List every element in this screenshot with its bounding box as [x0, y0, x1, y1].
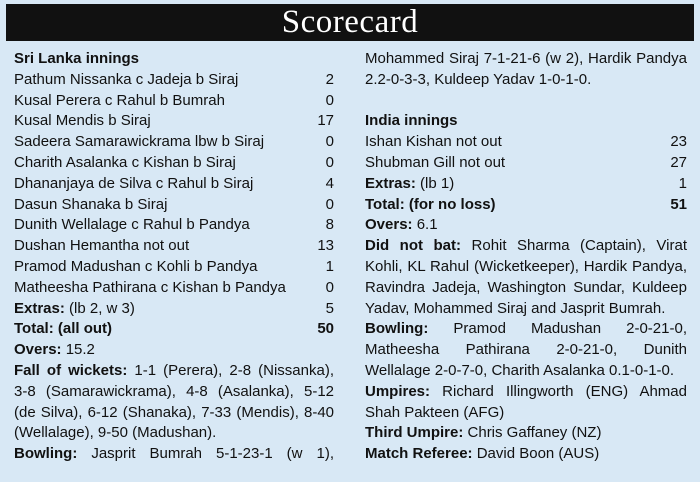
sri-lanka-batting-list — [14, 70, 334, 299]
sri-lanka-fall-of-wickets — [14, 361, 334, 444]
batting-row — [14, 236, 334, 257]
extras-value: 1 — [678, 174, 687, 192]
batter-runs: 0 — [325, 278, 334, 296]
extras-label: Extras: — [365, 174, 416, 192]
india-batting-list — [365, 132, 687, 174]
bowling-text: Pramod Madushan 2-0-21-0, Matheesha Pathirana 2-0-21-0, Dunith Wellalage 2-0-7-0, Charith Asalanka 0.1-0-1-0. — [365, 320, 687, 379]
batter-dismissal: Pathum Nissanka c Jadeja b Siraj — [14, 70, 239, 88]
extras-label: Extras: — [14, 299, 65, 317]
batter-runs: 23 — [670, 133, 687, 151]
batter-runs: 4 — [325, 174, 334, 192]
batting-row — [14, 174, 334, 195]
bowling-first-line: Jasprit Bumrah 5-1-23-1 (w 1), — [91, 445, 335, 463]
fow-text: 1-1 (Perera), 2-8 (Nissanka), 3-8 (Samarawickrama), 4-8 (Asalanka), 5-12 (de Silva), 6-12 (Shanaka), 7-33 (Mendis), 8-40 (Wellalage), 9-50 (Madushan). — [14, 361, 334, 442]
sri-lanka-bowling-continued: Mohammed Siraj 7-1-21-6 (w 2), Hardik Pandya 2.2-0-3-3, Kuldeep Yadav 1-0-1-0. — [365, 50, 687, 88]
total-label: Total: (for no loss) — [365, 195, 496, 213]
batter-runs: 0 — [325, 153, 334, 171]
third-umpire-text: Chris Gaffaney (NZ) — [467, 424, 602, 442]
india-total-row — [365, 195, 687, 216]
batter-dismissal: Dushan Hemantha not out — [14, 237, 190, 255]
batting-row — [365, 153, 687, 174]
sri-lanka-heading: Sri Lanka innings — [14, 50, 140, 67]
batting-row — [14, 111, 334, 132]
overs-value: 6.1 — [416, 216, 438, 234]
india-overs-row — [365, 215, 687, 236]
batter-dismissal: Dhananjaya de Silva c Rahul b Siraj — [14, 174, 254, 192]
total-value: 51 — [670, 195, 687, 213]
overs-value: 15.2 — [65, 341, 95, 359]
sri-lanka-bowling-line — [14, 444, 334, 465]
umpires-text: Richard Illingworth (ENG) Ahmad Shah Pakteen (AFG) — [365, 382, 687, 421]
match-referee — [365, 444, 687, 465]
referee-text: David Boon (AUS) — [476, 445, 600, 463]
batter-dismissal: Matheesha Pathirana c Kishan b Pandya — [14, 278, 286, 296]
batter-dismissal: Shubman Gill not out — [365, 153, 506, 171]
batter-dismissal: Pramod Madushan c Kohli b Pandya — [14, 257, 258, 275]
extras-detail: (lb 2, w 3) — [69, 299, 135, 317]
overs-label: Overs: — [365, 216, 413, 234]
batting-row — [365, 132, 687, 153]
batting-row — [14, 153, 334, 174]
batter-dismissal: Dasun Shanaka b Siraj — [14, 195, 168, 213]
batting-row — [14, 257, 334, 278]
overs-label: Overs: — [14, 341, 62, 359]
batter-runs: 1 — [325, 257, 334, 275]
bowling-label: Bowling: — [14, 445, 78, 463]
batter-runs: 17 — [317, 112, 334, 130]
total-value: 50 — [317, 320, 334, 338]
sri-lanka-overs-row — [14, 340, 334, 361]
india-heading: India innings — [365, 112, 458, 130]
batter-dismissal: Dunith Wellalage c Rahul b Pandya — [14, 216, 250, 234]
page-title: Scorecard — [6, 4, 694, 41]
batting-row — [14, 70, 334, 91]
batter-runs: 13 — [317, 237, 334, 255]
batter-runs: 0 — [325, 91, 334, 109]
batter-runs: 27 — [670, 153, 687, 171]
sri-lanka-total-row — [14, 319, 334, 340]
india-bowling — [365, 319, 687, 381]
umpires-label: Umpires: — [365, 382, 431, 400]
batter-dismissal: Ishan Kishan not out — [365, 133, 502, 151]
batter-dismissal: Kusal Perera c Rahul b Bumrah — [14, 91, 225, 109]
batter-dismissal: Charith Asalanka c Kishan b Siraj — [14, 153, 236, 171]
batter-runs: 8 — [325, 216, 334, 234]
batting-row — [14, 278, 334, 299]
batter-runs: 0 — [325, 195, 334, 213]
extras-value: 5 — [325, 299, 334, 317]
batting-row — [14, 195, 334, 216]
umpires — [365, 382, 687, 424]
did-not-bat — [365, 236, 687, 319]
fow-label: Fall of wickets: — [14, 361, 128, 379]
referee-label: Match Referee: — [365, 445, 473, 463]
dnb-text: Rohit Sharma (Captain), Virat Kohli, KL Rahul (Wicketkeeper), Hardik Pandya, Ravindra Jadeja, Washington Sundar, Kuldeep Yadav, Mohammed Siraj and Jasprit Bumrah. — [365, 237, 687, 317]
batting-row — [14, 91, 334, 112]
batter-runs: 0 — [325, 133, 334, 151]
third-umpire-label: Third Umpire: — [365, 424, 464, 442]
sri-lanka-column — [14, 49, 334, 465]
dnb-label: Did not bat: — [365, 237, 461, 255]
batting-row — [14, 215, 334, 236]
total-label: Total: (all out) — [14, 320, 113, 338]
india-column — [365, 49, 687, 465]
batter-dismissal: Kusal Mendis b Siraj — [14, 112, 151, 130]
sri-lanka-extras-row — [14, 299, 334, 320]
batter-dismissal: Sadeera Samarawickrama lbw b Siraj — [14, 133, 265, 151]
batting-row — [14, 132, 334, 153]
india-extras-row — [365, 174, 687, 195]
extras-detail: (lb 1) — [420, 174, 455, 192]
third-umpire — [365, 423, 687, 444]
bowling-label: Bowling: — [365, 320, 429, 338]
batter-runs: 2 — [325, 70, 334, 88]
